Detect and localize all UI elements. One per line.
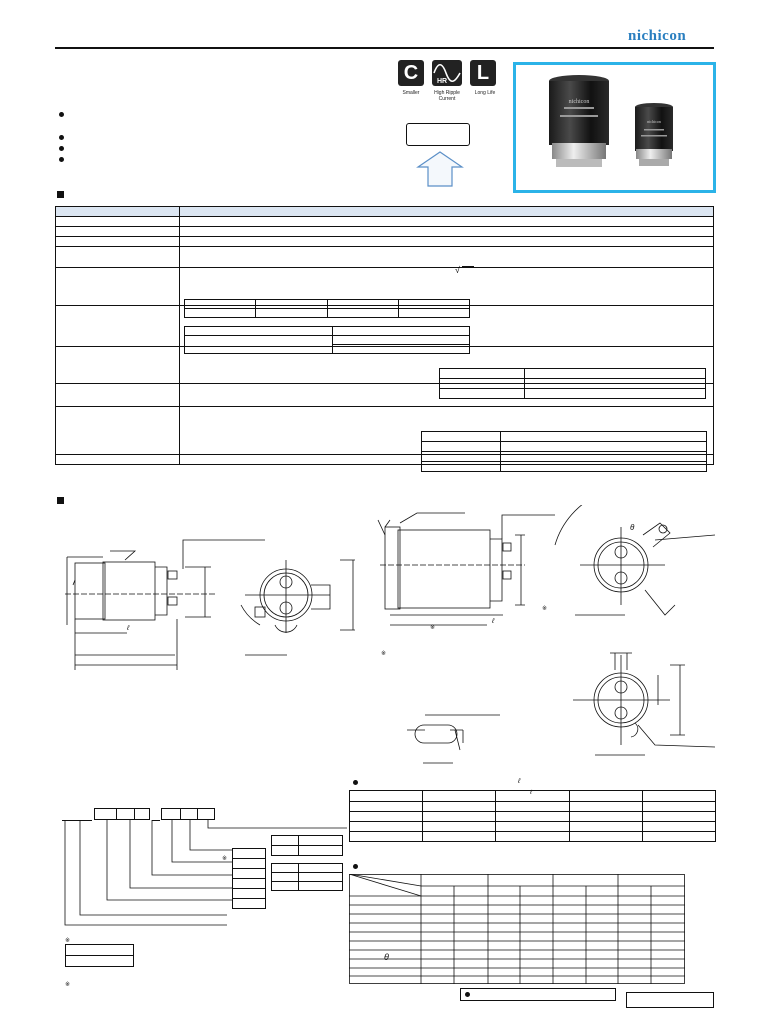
table-row (56, 227, 714, 237)
smaller-caption: Smaller (402, 90, 420, 96)
table-row (350, 832, 716, 842)
ell-label: ℓ (530, 790, 532, 796)
small-cap-marking: nichicon (647, 119, 661, 124)
ell-label: ℓ (518, 778, 521, 785)
header-rule (55, 47, 714, 49)
specifications-marker (57, 191, 64, 198)
dimension-drawings (55, 505, 715, 785)
series-name-box (406, 123, 470, 146)
catalog-number-box (626, 992, 714, 1008)
product-photo (513, 62, 716, 193)
table-row (56, 237, 714, 247)
terminal-dimension-table (349, 790, 716, 842)
note-mark: ※ (222, 856, 228, 862)
up-arrow-icon (416, 151, 464, 187)
dimension-table (349, 874, 685, 984)
endurance-subtable (184, 326, 470, 354)
table-row (56, 247, 714, 268)
note-mark: ※ (381, 651, 387, 657)
footer-bullet (465, 992, 470, 997)
part-number-block (94, 808, 150, 820)
feature-bullet (59, 146, 64, 151)
long-life-caption: Long Life (474, 90, 496, 96)
brand-logo: nichicon (628, 28, 687, 44)
table-row (350, 802, 716, 812)
smaller-icon: C (398, 60, 424, 86)
note-mark: ※ (65, 982, 71, 988)
svg-text:HR: HR (437, 78, 448, 85)
note-mark: ※ (542, 606, 548, 612)
table-row (56, 217, 714, 227)
part-number-block (161, 808, 215, 820)
code-table (232, 848, 266, 909)
table-row (350, 822, 716, 832)
theta-label: θ (384, 952, 389, 962)
frequency-subtable (421, 431, 707, 472)
drawing-marker (57, 497, 64, 504)
table-row (350, 791, 716, 802)
feature-bullet (59, 157, 64, 162)
ell-label: ℓ (127, 625, 130, 632)
note-mark: ※ (65, 938, 71, 944)
sleeve-table (65, 944, 134, 967)
sqrt-bar (462, 266, 474, 267)
table-row (56, 207, 714, 217)
feature-bullet (59, 112, 64, 117)
sqrt-symbol: √ (455, 265, 460, 275)
footer-note-box (460, 988, 616, 1001)
code-table (271, 863, 343, 891)
shelf-life-subtable (439, 368, 706, 399)
long-life-icon: L (470, 60, 496, 86)
note-mark: ※ (430, 625, 436, 631)
tan-delta-subtable (184, 299, 470, 318)
ell-label: ℓ (492, 618, 495, 625)
section-bullet (353, 780, 358, 785)
high-ripple-caption: High Ripple Current (434, 90, 460, 102)
theta-label: θ (630, 523, 635, 532)
section-bullet (353, 864, 358, 869)
table-row (350, 812, 716, 822)
feature-bullet (59, 135, 64, 140)
high-ripple-icon (432, 60, 462, 86)
large-cap-marking: nichicon (568, 99, 590, 105)
code-table (271, 835, 343, 856)
